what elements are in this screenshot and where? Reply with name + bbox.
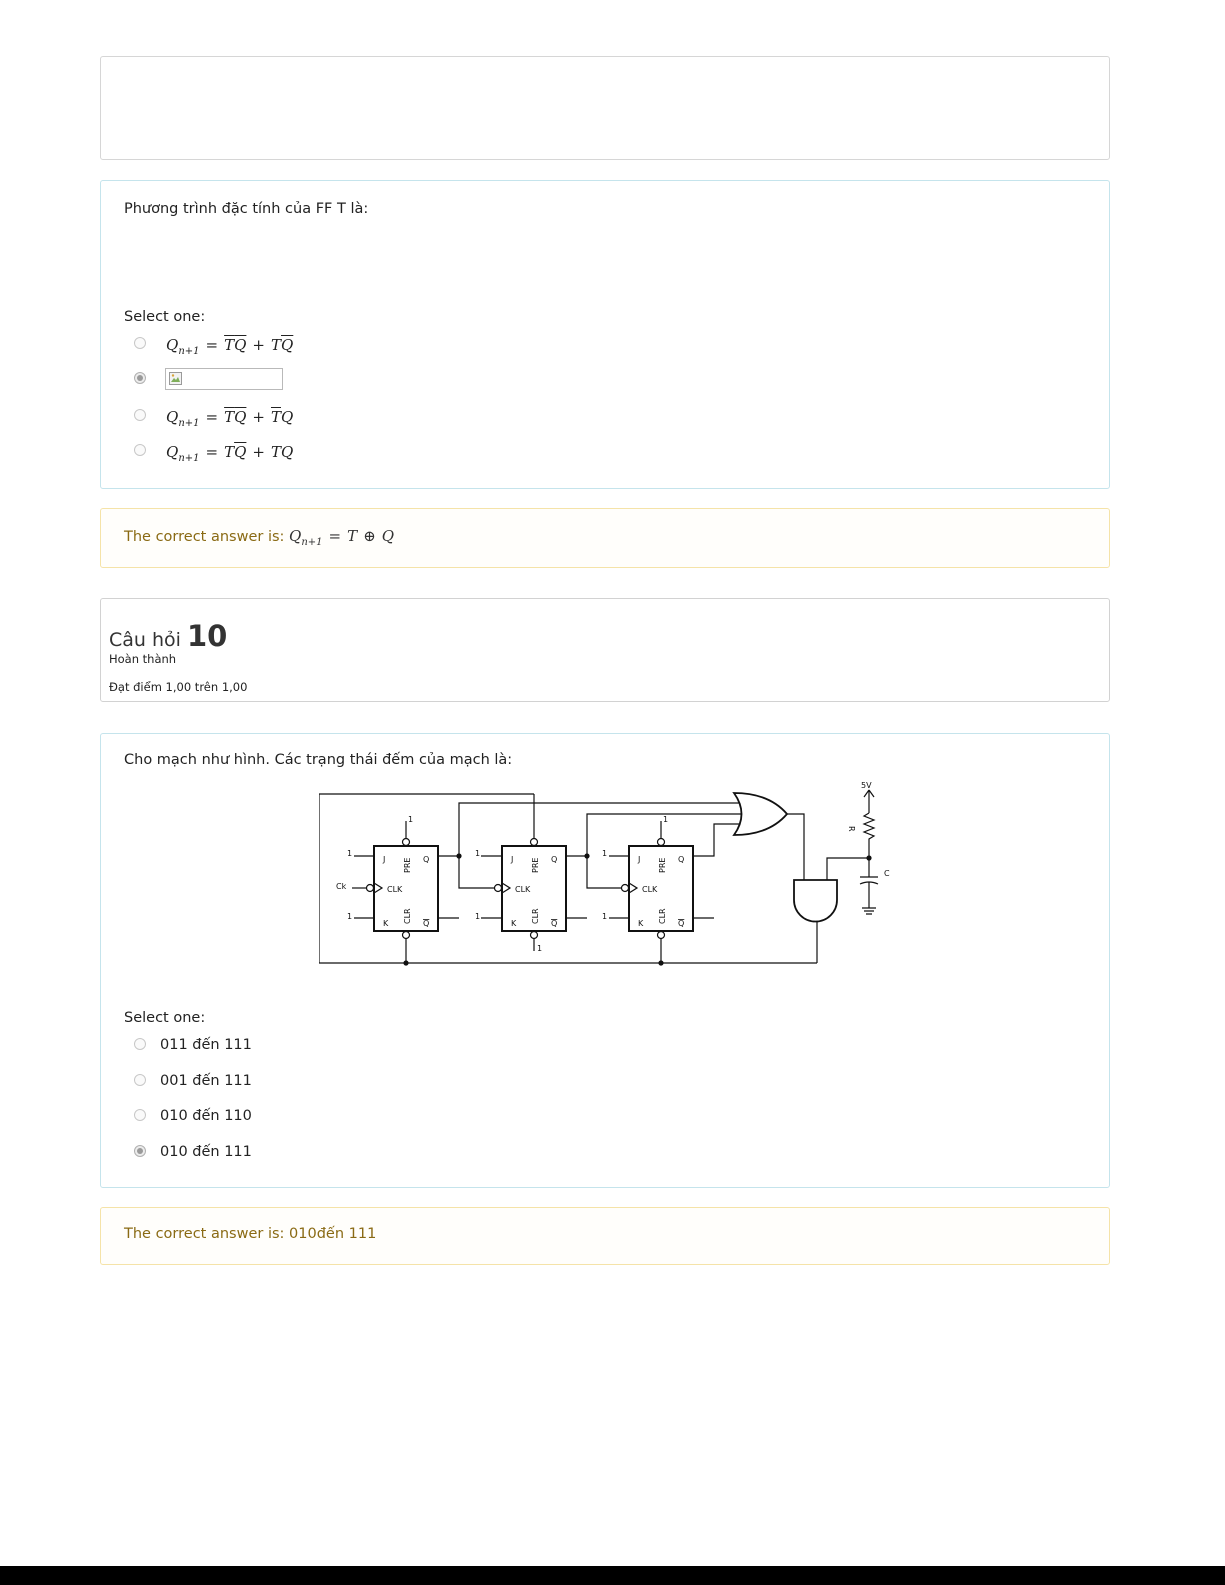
option-b-label[interactable]: 001 đến 111: [160, 1073, 252, 1089]
svg-text:5V: 5V: [861, 781, 872, 790]
svg-text:1: 1: [602, 849, 608, 858]
svg-text:1: 1: [602, 912, 608, 921]
question-number: Câu hỏi 10: [109, 619, 228, 653]
svg-text:R: R: [847, 826, 856, 832]
question-state: Hoàn thành: [109, 652, 177, 666]
svg-text:Q: Q: [678, 919, 685, 928]
option-d-formula[interactable]: $Q_{n+1} = T\overline{Q}$ + TQ: [166, 443, 294, 464]
svg-text:1: 1: [347, 849, 353, 858]
svg-text:Q: Q: [678, 855, 685, 864]
svg-text:J: J: [511, 855, 514, 864]
option-b-image[interactable]: [165, 368, 283, 390]
svg-text:J: J: [383, 855, 386, 864]
question-9-panel: [100, 180, 1110, 489]
flip-flop-1: [367, 839, 439, 939]
svg-text:K: K: [638, 919, 644, 928]
circuit-diagram: [319, 776, 899, 966]
svg-text:1: 1: [408, 815, 414, 824]
option-a-radio[interactable]: [134, 1038, 146, 1050]
option-d-radio[interactable]: [134, 444, 146, 456]
rc-network: [847, 781, 890, 914]
svg-text:C: C: [884, 869, 890, 878]
option-d-label[interactable]: 010 đến 111: [160, 1144, 252, 1160]
svg-text:1: 1: [663, 815, 669, 824]
option-c-formula[interactable]: $Q_{n+1} = \overline{T}\overline{Q} + \overline{T}Q$: [166, 408, 294, 429]
option-a-formula[interactable]: $Q_{n+1} = \overline{T}\overline{Q} + T\overline{Q}$: [166, 336, 294, 357]
correct-answer-text: The correct answer is: $Q_{n+1} = T$ ⊕ Q: [124, 527, 394, 548]
svg-text:J: J: [638, 855, 641, 864]
question-text: Cho mạch như hình. Các trạng thái đếm của mạch là:: [124, 752, 513, 768]
correct-answer-text: The correct answer is: 010đến 111: [124, 1226, 377, 1242]
select-one-label: Select one:: [124, 1010, 206, 1026]
svg-text:Q: Q: [551, 855, 558, 864]
option-a-radio[interactable]: [134, 337, 146, 349]
svg-text:PRE: PRE: [658, 857, 667, 873]
feedback-10-panel: [100, 1207, 1110, 1265]
svg-text:PRE: PRE: [531, 857, 540, 873]
svg-text:Q: Q: [423, 919, 430, 928]
svg-text:CLR: CLR: [658, 908, 667, 924]
feedback-9-panel: [100, 508, 1110, 568]
svg-text:Q: Q: [423, 855, 430, 864]
correct-answer-formula: $Q_{n+1} = T$ ⊕ Q: [289, 527, 394, 548]
option-a-label[interactable]: 011 đến 111: [160, 1037, 252, 1053]
svg-text:CLK: CLK: [387, 885, 403, 894]
svg-text:CLR: CLR: [403, 908, 412, 924]
page-bottom-edge: [0, 1566, 1225, 1585]
svg-text:1: 1: [537, 944, 543, 953]
svg-text:K: K: [383, 919, 389, 928]
svg-text:1: 1: [475, 849, 481, 858]
svg-text:K: K: [511, 919, 517, 928]
select-one-label: Select one:: [124, 309, 206, 325]
svg-text:Q: Q: [551, 919, 558, 928]
option-d-radio[interactable]: [134, 1145, 146, 1157]
question-10-panel: [100, 733, 1110, 1188]
question-10-info: [100, 598, 1110, 702]
flip-flop-2: [495, 839, 567, 939]
svg-text:1: 1: [347, 912, 353, 921]
empty-panel: [100, 56, 1110, 160]
flip-flop-3: [622, 839, 694, 939]
option-c-radio[interactable]: [134, 409, 146, 421]
option-c-radio[interactable]: [134, 1109, 146, 1121]
svg-text:CLR: CLR: [531, 908, 540, 924]
option-c-label[interactable]: 010 đến 110: [160, 1108, 252, 1124]
svg-text:CLK: CLK: [642, 885, 658, 894]
svg-text:1: 1: [475, 912, 481, 921]
broken-image-icon: [169, 372, 182, 385]
option-b-radio[interactable]: [134, 1074, 146, 1086]
question-grade: Đạt điểm 1,00 trên 1,00: [109, 680, 248, 694]
option-b-radio[interactable]: [134, 372, 146, 384]
svg-text:CLK: CLK: [515, 885, 531, 894]
question-text: Phương trình đặc tính của FF T là:: [124, 201, 369, 217]
svg-text:PRE: PRE: [403, 857, 412, 873]
and-gate: [794, 880, 837, 922]
svg-text:Ck: Ck: [336, 882, 347, 891]
